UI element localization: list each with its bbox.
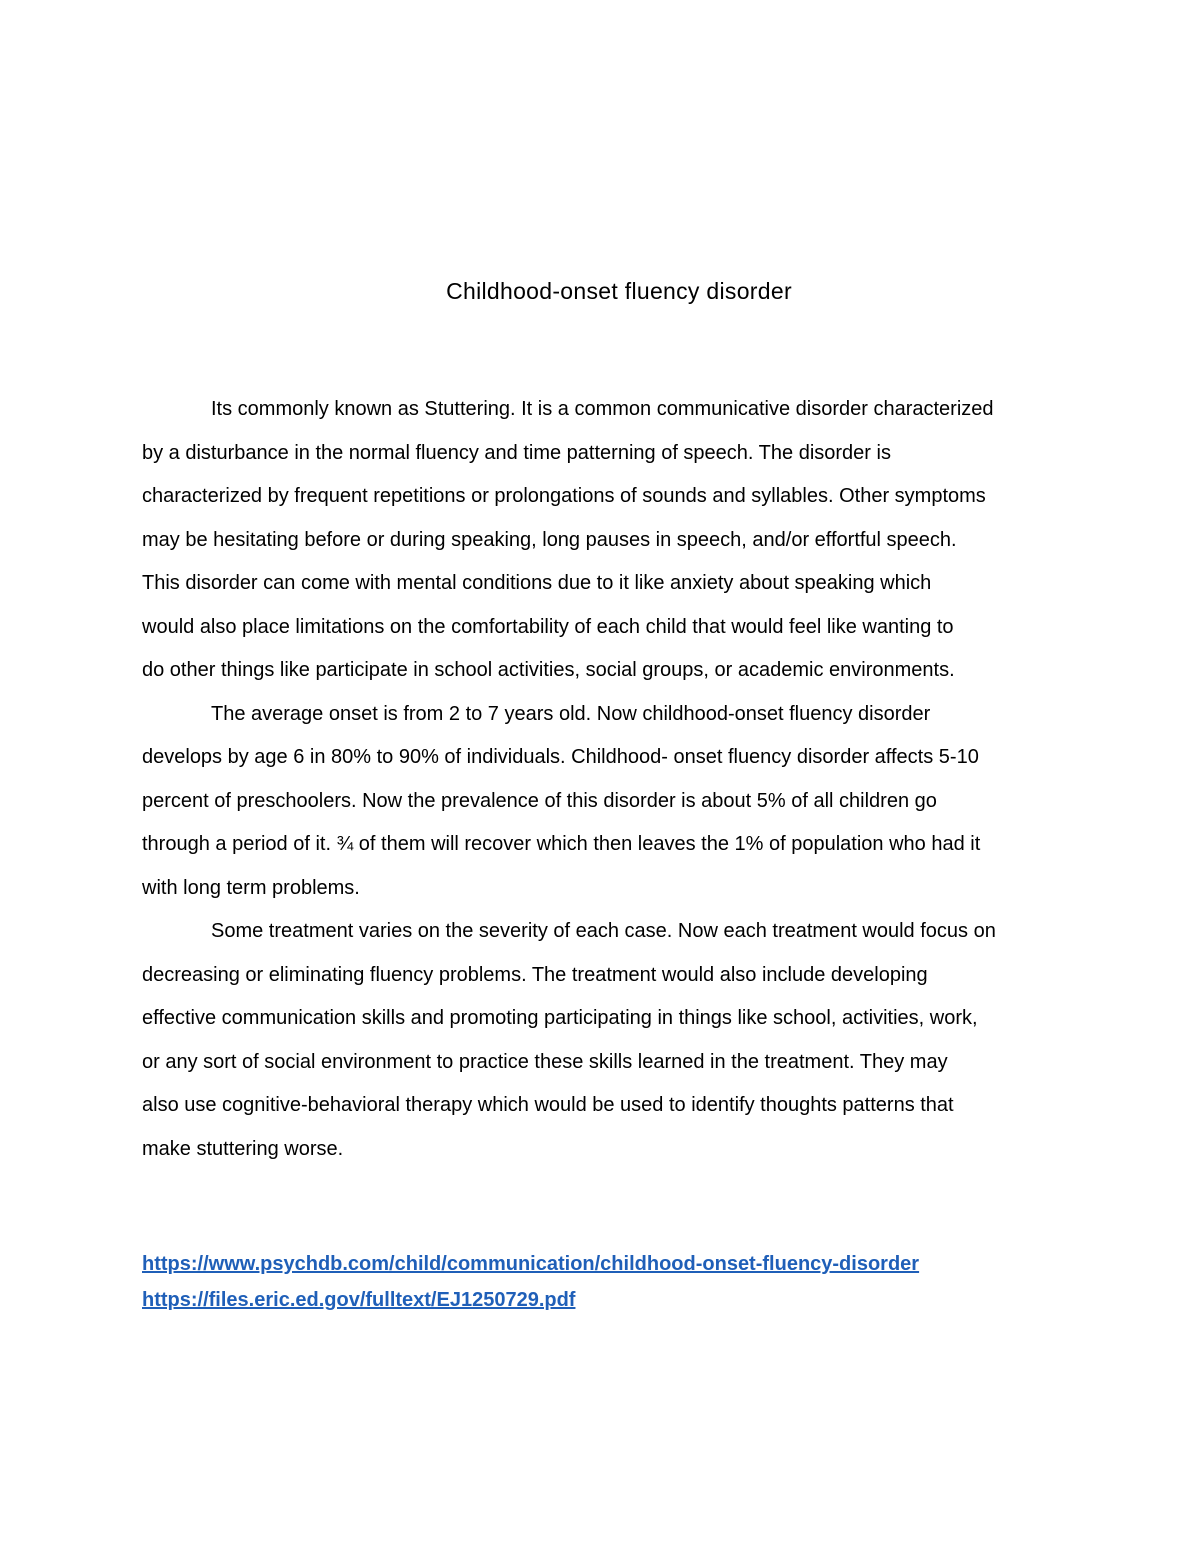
text-line: also use cognitive-behavioral therapy which would be used to identify thoughts patterns that <box>142 1094 954 1116</box>
paragraph-1 <box>142 388 1062 693</box>
text-line: Some treatment varies on the severity of each case. Now each treatment would focus on <box>211 920 996 942</box>
text-line: make stuttering worse. <box>142 1137 344 1160</box>
text-line: or any sort of social environment to practice these skills learned in the treatment. They may <box>142 1050 948 1073</box>
text-line: may be hesitating before or during speaking, long pauses in speech, and/or effortful speech. <box>142 528 957 551</box>
text-line: through a period of it. ¾ of them will recover which then leaves the 1% of population who had it <box>142 833 981 855</box>
text-line: effective communication skills and promoting participating in things like school, activities, work, <box>142 1007 978 1029</box>
text-line: The average onset is from 2 to 7 years old. Now childhood-onset fluency disorder <box>211 702 931 725</box>
text-line: do other things like participate in school activities, social groups, or academic environments. <box>142 659 955 681</box>
text-line: percent of preschoolers. Now the prevalence of this disorder is about 5% of all children go <box>142 789 937 812</box>
paragraph-2 <box>142 693 1062 911</box>
text-line: characterized by frequent repetitions or prolongations of sounds and syllables. Other symptoms <box>142 485 986 507</box>
paragraph-3 <box>142 910 1062 1171</box>
text-line: would also place limitations on the comfortability of each child that would feel like wanting to <box>142 615 954 638</box>
text-line: Its commonly known as Stuttering. It is a common communicative disorder characterized <box>211 398 994 420</box>
page-title: Childhood-onset fluency disorder <box>446 278 792 304</box>
reference-link-psychdb[interactable]: https://www.psychdb.com/child/communication/childhood-onset-fluency-disorder <box>142 1253 920 1275</box>
references-list <box>142 1246 1062 1318</box>
text-line: by a disturbance in the normal fluency and time patterning of speech. The disorder is <box>142 441 891 464</box>
text-line: develops by age 6 in 80% to 90% of individuals. Childhood- onset fluency disorder affects 5-10 <box>142 746 979 768</box>
text-line: with long term problems. <box>142 876 360 899</box>
text-line: This disorder can come with mental conditions due to it like anxiety about speaking which <box>142 572 932 594</box>
document-body <box>142 388 1062 1171</box>
text-line: decreasing or eliminating fluency problems. The treatment would also include developing <box>142 963 928 986</box>
reference-link-eric[interactable]: https://files.eric.ed.gov/fulltext/EJ1250729.pdf <box>142 1289 576 1311</box>
